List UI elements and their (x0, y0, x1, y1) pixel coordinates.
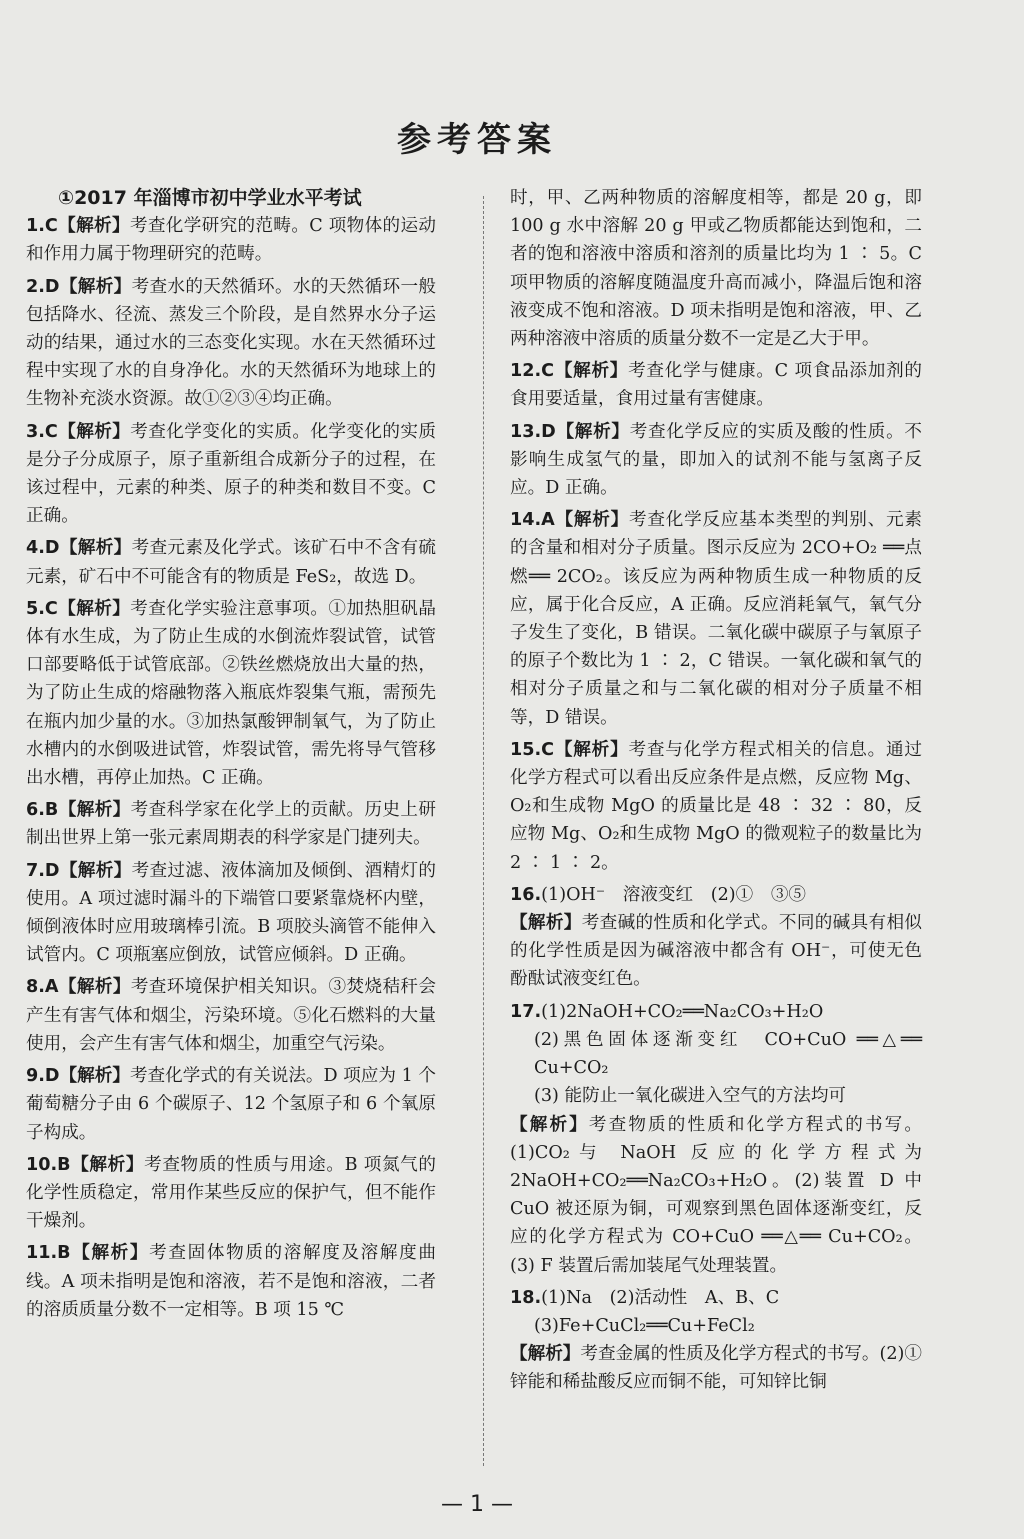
analysis-tag: 【解析】 (510, 913, 582, 934)
answer-item-16 (510, 881, 922, 994)
analysis-tag: 【解析】 (58, 977, 131, 998)
page-title: 参考答案 (397, 120, 557, 160)
answer-item (510, 418, 922, 503)
answer-text: (1)OH⁻ 溶液变红 (2)① ③⑤ (541, 884, 807, 905)
answer-number: 15.C (510, 739, 555, 760)
analysis-tag: 【解析】 (70, 1154, 145, 1175)
answer-item (26, 1239, 436, 1324)
analysis-tag: 【解析】 (510, 1114, 589, 1135)
analysis-text: 考查化学研究的范畴。C 项物体的运动和作用力属于物理研究的范畴。 (26, 216, 436, 265)
analysis-text: 考查金属的性质及化学方程式的书写。(2)①锌能和稀盐酸反应而铜不能，可知锌比铜 (510, 1344, 923, 1393)
analysis-text: 考查科学家在化学上的贡献。历史上研制出世界上第一张元素周期表的科学家是门捷列夫。 (26, 800, 436, 849)
answer-part-1: (1)2NaOH+CO₂══Na₂CO₃+H₂O (541, 1001, 824, 1022)
analysis-text: 考查元素及化学式。该矿石中不含有硫元素，矿石中不可能含有的物质是 FeS₂，故选 D。 (26, 538, 436, 587)
analysis-tag: 【解析】 (57, 598, 131, 619)
left-column (26, 184, 436, 1328)
answer-item (26, 595, 436, 792)
answer-part-2: (3)Fe+CuCl₂══Cu+FeCl₂ (534, 1315, 755, 1336)
q11-continuation: 时，甲、乙两种物质的溶解度相等，都是 20 g，即 100 g 水中溶解 20 g 甲或乙物质都能达到饱和，二者的饱和溶液中溶质和溶剂的质量比均为 1 ∶ 5。C 项甲物质的溶解度随温度升高而减小，降温后饱和溶液变成不饱和溶液。D 项未指明是饱和溶液，甲、乙两种溶液中溶质的质量分数不一定是乙大于甲。 (510, 188, 922, 350)
analysis-text: 考查化学反应基本类型的判别、元素的含量和相对分子质量。图示反应为 2CO+O₂ ══点燃══ 2CO₂。该反应为两种物质生成一种物质的反应，属于化合反应，A 正确。反应消耗氧气，氧气分子发生了变化，B 错误。二氧化碳中碳原子与氧原子的原子个数比为 1 ∶ 2，C 错误。一氧化碳和氧气的相对分子质量之和与二氧化碳的相对分子质量不相等，D 错误。 (510, 510, 922, 728)
answer-number: 3.C (26, 421, 58, 442)
analysis-tag: 【解析】 (59, 860, 132, 881)
answer-number: 1.C (26, 216, 58, 237)
answer-item (510, 357, 922, 413)
analysis-tag: 【解析】 (59, 538, 132, 559)
answer-number: 6.B (26, 800, 59, 821)
answer-number: 10.B (26, 1154, 71, 1175)
answer-number: 2.D (26, 276, 60, 297)
answer-item (26, 1062, 436, 1147)
analysis-text: 考查固体物质的溶解度及溶解度曲线。A 项未指明是饱和溶液，若不是饱和溶液，二者的溶质质量分数不一定相等。B 项 15 ℃ (26, 1243, 436, 1320)
analysis-tag: 【解析】 (554, 739, 629, 760)
answer-part-1: (1)Na (2)活动性 A、B、C (541, 1287, 780, 1308)
answer-item (510, 736, 922, 877)
answer-number: 5.C (26, 598, 58, 619)
left-answer-list (26, 212, 436, 1324)
analysis-text: 考查化学变化的实质。化学变化的实质是分子分成原子，原子重新组合成新分子的过程，在该过程中，元素的种类、原子的种类和数目不变。C 正确。 (26, 421, 436, 527)
answer-item (26, 212, 436, 268)
answer-item (26, 796, 436, 852)
analysis-tag: 【解析】 (59, 276, 132, 297)
analysis-tag: 【解析】 (554, 510, 629, 531)
analysis-text: 考查过滤、液体滴加及倾倒、酒精灯的使用。A 项过滤时漏斗的下端管口要紧靠烧杯内壁，倾倒液体时应用玻璃棒引流。B 项胶头滴管不能伸入试管内。C 项瓶塞应倒放，试管应倾斜。D 正确。 (26, 860, 436, 966)
answer-item (26, 857, 436, 970)
analysis-text: 考查环境保护相关知识。③焚烧秸秆会产生有害气体和烟尘，污染环境。⑤化石燃料的大量使用，会产生有害气体和烟尘，加重空气污染。 (26, 977, 436, 1054)
answer-item-17 (510, 998, 922, 1280)
answer-part-2: (2)黑色固体逐渐变红 CO+CuO ══△══ Cu+CO₂ (534, 1029, 922, 1079)
analysis-text: 考查与化学方程式相关的信息。通过化学方程式可以看出反应条件是点燃，反应物 Mg、O₂和生成物 MgO 的质量比是 48 ∶ 32 ∶ 80，反应物 Mg、O₂和生成物 MgO 的微观粒子的数量比为 2 ∶ 1 ∶ 2。 (510, 739, 922, 873)
right-column (510, 184, 922, 1401)
analysis-tag: 【解析】 (59, 1066, 130, 1087)
answer-item (26, 534, 436, 590)
answer-number: 9.D (26, 1066, 60, 1087)
answer-item (510, 506, 922, 732)
answer-item-18 (510, 1284, 922, 1397)
analysis-tag: 【解析】 (70, 1243, 150, 1264)
answer-number: 16. (510, 884, 542, 905)
answer-number: 14.A (510, 510, 555, 531)
answer-number: 12.C (510, 361, 555, 382)
analysis-text: 考查碱的性质和化学式。不同的碱具有相似的化学性质是因为碱溶液中都含有 OH⁻，可使无色酚酞试液变红色。 (510, 913, 922, 990)
answer-item (26, 973, 436, 1058)
answer-item (26, 273, 436, 414)
answer-number: 17. (510, 1001, 542, 1022)
analysis-tag: 【解析】 (57, 421, 131, 442)
analysis-tag: 【解析】 (555, 421, 630, 442)
analysis-tag: 【解析】 (58, 800, 131, 821)
analysis-text: 考查化学式的有关说法。D 项应为 1 个葡萄糖分子由 6 个碳原子、12 个氢原子和 6 个氧原子构成。 (26, 1066, 436, 1143)
analysis-text: 考查物质的性质与用途。B 项氮气的化学性质稳定，常用作某些反应的保护气，但不能作干燥剂。 (26, 1154, 436, 1232)
answer-number: 18. (510, 1287, 542, 1308)
analysis-text: 考查物质的性质和化学方程式的书写。(1)CO₂与 NaOH 反应的化学方程式为 2NaOH+CO₂══Na₂CO₃+H₂O。(2)装置 D 中 CuO 被还原为铜，可观察到黑色固体逐渐变红，反应的化学方程式为 CO+CuO ══△══ Cu+CO₂。(3) F 装置后需加装尾气处理装置。 (510, 1114, 922, 1276)
analysis-text: 考查化学实验注意事项。①加热胆矾晶体有水生成，为了防止生成的水倒流炸裂试管，试管口部要略低于试管底部。②铁丝燃烧放出大量的热，为了防止生成的熔融物落入瓶底炸裂集气瓶，需预先在瓶内加少量的水。③加热氯酸钾制氧气，为了防止水槽内的水倒吸进试管，炸裂试管，需先将导气管移出水槽，再停止加热。C 正确。 (26, 598, 436, 789)
answer-number: 13.D (510, 421, 556, 442)
section-title: ①2017 年淄博市初中学业水平考试 (58, 187, 362, 209)
answer-item (26, 1151, 436, 1236)
right-answer-list (510, 357, 922, 877)
answer-number: 4.D (26, 538, 60, 559)
analysis-tag: 【解析】 (57, 216, 130, 237)
page-number: — 1 — (441, 1492, 513, 1517)
answer-item (26, 418, 436, 531)
answer-number: 7.D (26, 860, 60, 881)
answer-number: 8.A (26, 977, 59, 998)
answer-number: 11.B (26, 1243, 71, 1264)
analysis-text: 考查水的天然循环。水的天然循环一般包括降水、径流、蒸发三个阶段，是自然界水分子运动的结果，通过水的三态变化实现。水在天然循环过程中实现了水的自身净化。水的天然循环为地球上的生物补充淡水资源。故①②③④均正确。 (26, 276, 436, 410)
column-divider (483, 196, 484, 1466)
analysis-text: 考查化学与健康。C 项食品添加剂的食用要适量，食用过量有害健康。 (510, 361, 922, 410)
analysis-tag: 【解析】 (554, 361, 629, 382)
analysis-text: 考查化学反应的实质及酸的性质。不影响生成氢气的量，即加入的试剂不能与氢离子反应。D 正确。 (510, 421, 922, 499)
analysis-tag: 【解析】 (510, 1344, 581, 1365)
answer-part-3: (3) 能防止一氧化碳进入空气的方法均可 (534, 1086, 847, 1107)
